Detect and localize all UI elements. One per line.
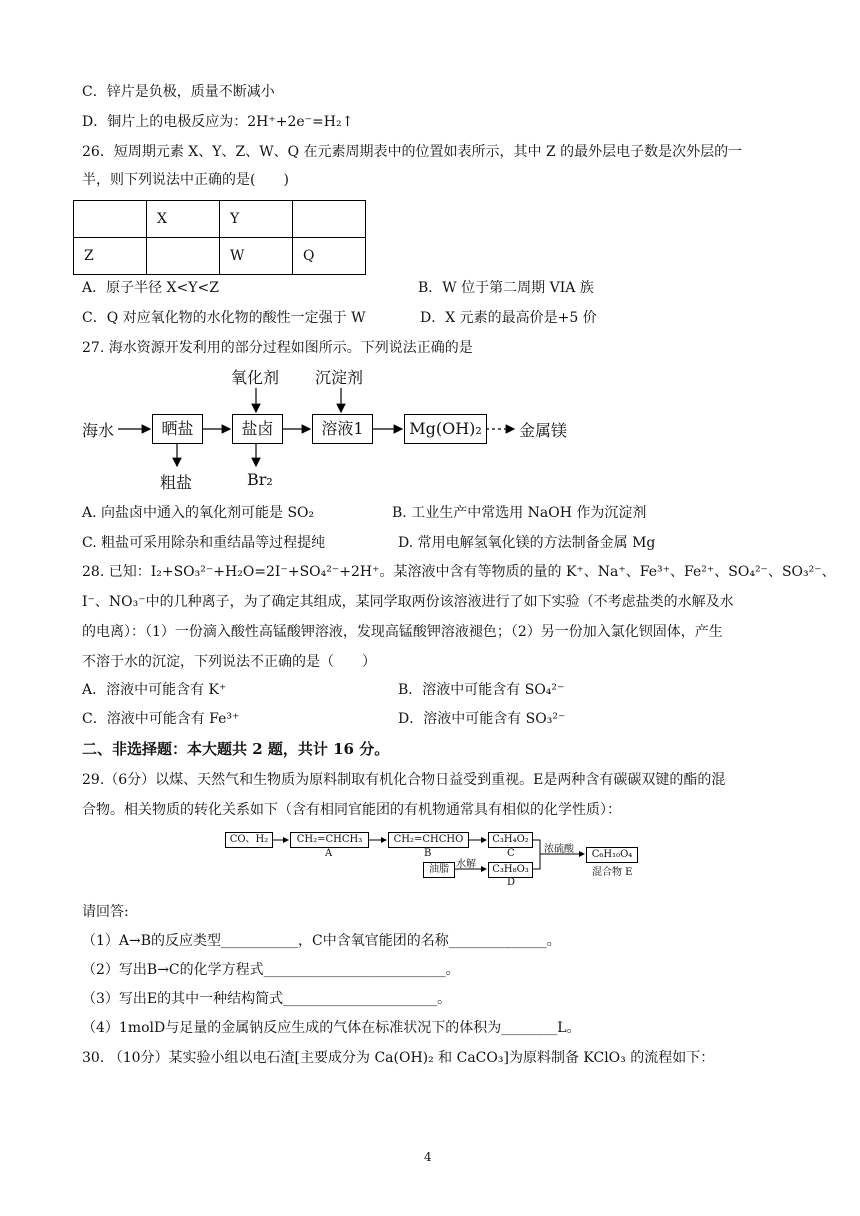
flow-hydrolysis: 水解 (456, 859, 476, 870)
flow-box-sun-salt: 晒盐 (152, 414, 203, 444)
q28-option-a: A．溶液中可能含有 K⁺ (82, 682, 227, 698)
flow-label-c: C (507, 848, 515, 859)
q26-option-b: B．W 位于第二周期 VIA 族 (418, 280, 594, 296)
q26-stem-line2: 半，则下列说法中正确的是( ) (82, 172, 289, 188)
q25-option-d: D．铜片上的电极反应为：2H⁺+2e⁻=H₂↑ (82, 114, 354, 130)
table-cell: Y (220, 201, 293, 238)
flow-label-a: A (325, 848, 333, 859)
table-cell: Q (293, 238, 366, 275)
q28-line4: 不溶于水的沉淀，下列说法不正确的是（ ） (82, 654, 376, 670)
q26-option-a: A．原子半径 X<Y<Z (82, 280, 219, 296)
flow-propene: CH₂=CHCH₃ (290, 832, 369, 848)
q27-option-d: D. 常用电解氢氧化镁的方法制备金属 Mg (398, 535, 656, 551)
section-heading: 二、非选择题：本大题共 2 题，共计 16 分。 (82, 740, 390, 758)
flow-precipitant: 沉淀剂 (315, 368, 364, 387)
flow-mixture-e: 混合物 E (592, 867, 633, 878)
q29-line2: 合物。相关物质的转化关系如下（含有相同官能团的有机物通常具有相似的化学性质）： (82, 802, 621, 818)
q26-option-d: D．X 元素的最高价是+5 价 (420, 310, 597, 326)
table-cell: X (147, 201, 220, 238)
flow-box-solution1: 溶液1 (312, 414, 373, 444)
q29-sub1: （1）A→B的反应类型___________，C中含氧官能团的名称______________。 (82, 933, 561, 949)
flow-c6h10o4: C₆H₁₀O₄ (586, 847, 638, 863)
flow-oxidant: 氧化剂 (231, 368, 280, 387)
flow-seawater: 海水 (82, 421, 115, 440)
q27-option-a: A. 向盐卤中通入的氧化剂可能是 SO₂ (82, 505, 315, 521)
q28-option-d: D．溶液中可能含有 SO₃²⁻ (398, 711, 566, 727)
q26-option-c: C．Q 对应氧化物的水化物的酸性一定强于 W (82, 310, 366, 326)
q27-option-c: C. 粗盐可采用除杂和重结晶等过程提纯 (82, 535, 326, 551)
q27-option-b: B. 工业生产中常选用 NaOH 作为沉淀剂 (392, 505, 647, 521)
q29-line1: 29.（6分）以煤、天然气和生物质为原料制取有机化合物日益受到重视。E是两种含有碳碳双键的酯的混 (82, 772, 726, 788)
flow-br2: Br₂ (247, 470, 273, 489)
q28-line2: I⁻、NO₃⁻中的几种离子，为了确定其组成，某同学取两份该溶液进行了如下实验（不考虑盐类的水解及水 (82, 594, 734, 610)
table-cell: W (220, 238, 293, 275)
flow-c3h8o3: C₃H₈O₃ (488, 862, 533, 878)
q29-sub4: （4）1molD与足量的金属钠反应生成的气体在标准状况下的体积为________L。 (82, 1020, 581, 1036)
q29-prompt: 请回答: (82, 904, 129, 920)
q30-line1: 30. （10分）某实验小组以电石渣[主要成分为 Ca(OH)₂ 和 CaCO₃]为原料制备 KClO₃ 的流程如下： (82, 1050, 715, 1066)
q28-line1: 28. 已知：I₂+SO₃²⁻+H₂O=2I⁻+SO₄²⁻+2H⁺。某溶液中含有等物质的量的 K⁺、Na⁺、Fe³⁺、Fe²⁺、SO₄²⁻、SO₃²⁻、 (82, 564, 836, 580)
q26-stem-line1: 26．短周期元素 X、Y、Z、W、Q 在元素周期表中的位置如表所示，其中 Z 的最外层电子数是次外层的一 (82, 144, 743, 160)
flow-label-b: B (424, 848, 432, 859)
q27-stem: 27. 海水资源开发利用的部分过程如图所示。下列说法正确的是 (82, 340, 473, 356)
flow-conc-sulfuric: 浓硫酸 (544, 844, 574, 855)
q29-sub2: （2）写出B→C的化学方程式__________________________。 (82, 962, 460, 978)
table-cell: Z (74, 238, 147, 275)
q28-line3: 的电离）：（1）一份滴入酸性高锰酸钾溶液，发现高锰酸钾溶液褪色；（2）另一份加入氯化钡固体，产生 (82, 624, 723, 640)
flow-box-mgoh2: Mg(OH)₂ (404, 414, 487, 444)
q25-option-c: C．锌片是负极，质量不断减小 (82, 84, 275, 100)
flow-co-h2: CO、H₂ (225, 832, 273, 848)
flow-box-brine: 盐卤 (232, 414, 283, 444)
flow-lipid: 油脂 (423, 862, 455, 878)
q28-option-b: B．溶液中可能含有 SO₄²⁻ (398, 682, 565, 698)
page-number: 4 (424, 1150, 432, 1164)
flow-c3h4o2: C₃H₄O₂ (488, 832, 533, 848)
q29-sub3: （3）写出E的其中一种结构简式______________________。 (82, 991, 452, 1007)
flow-crude-salt: 粗盐 (160, 473, 193, 492)
flow-product-magnesium: 金属镁 (519, 421, 568, 440)
q28-option-c: C．溶液中可能含有 Fe³⁺ (82, 711, 240, 727)
flow-label-d: D (507, 877, 516, 888)
flow-acrolein: CH₂=CHCHO (388, 832, 469, 848)
